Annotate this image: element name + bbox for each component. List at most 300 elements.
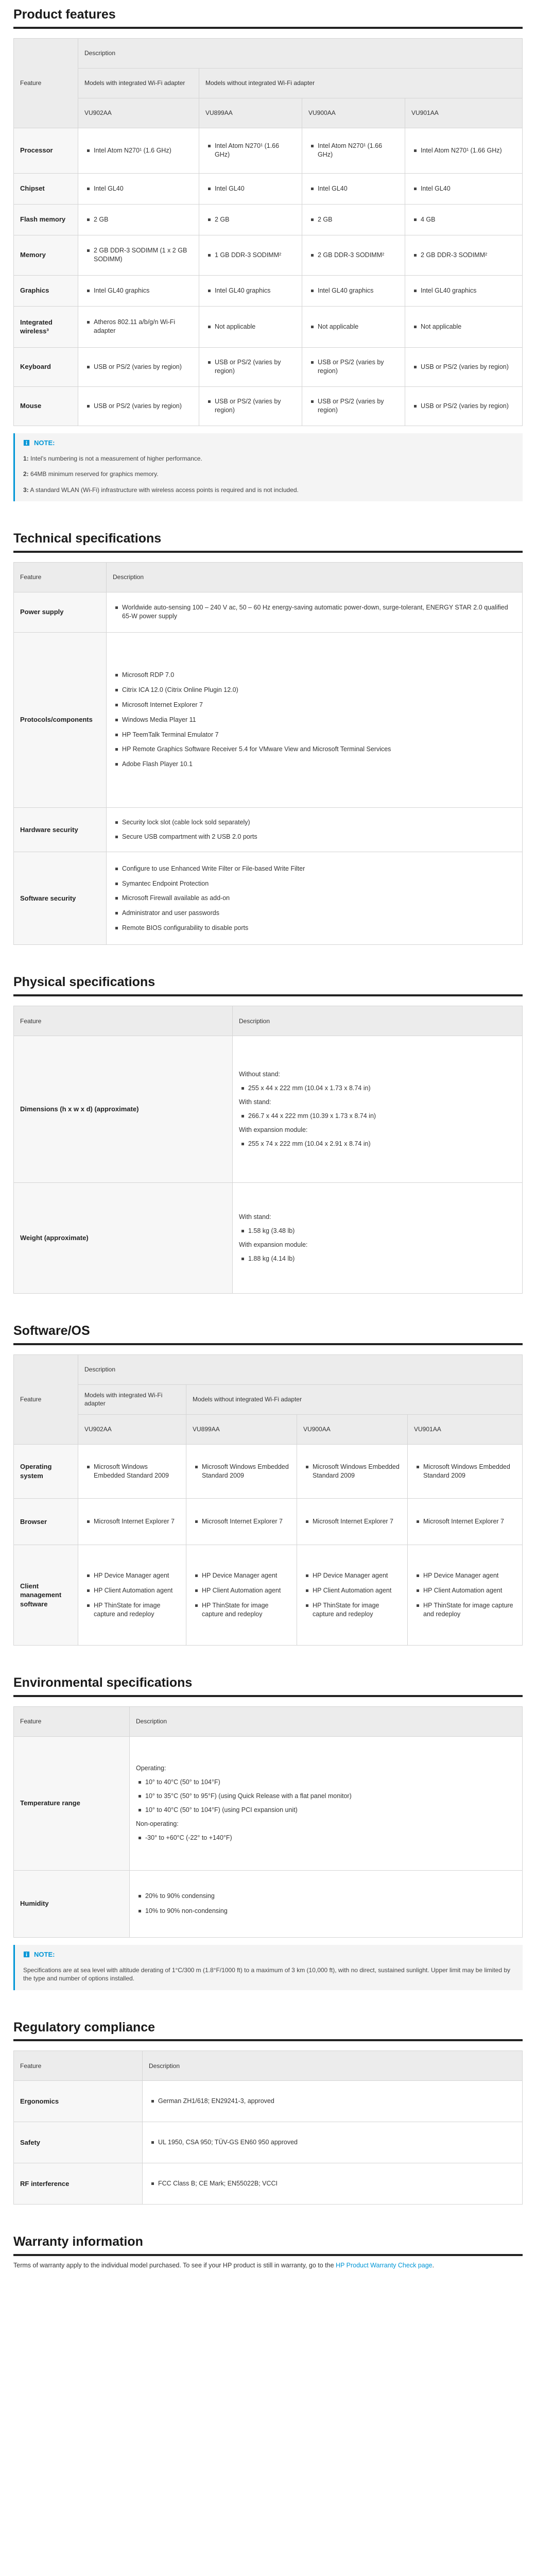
description-header: Description <box>78 38 523 68</box>
bullet-item: 2 GB <box>94 215 193 224</box>
group-label: Operating: <box>136 1765 166 1772</box>
bullet-item: HP Client Automation agent <box>313 1586 401 1595</box>
bullet-item: HP Client Automation agent <box>94 1586 180 1595</box>
bullet-item: HP ThinState for image capture and redeploy <box>313 1601 401 1619</box>
bullet-item: Microsoft Windows Embedded Standard 2009 <box>94 1463 180 1480</box>
group-label: With stand: <box>239 1098 271 1106</box>
table-cell <box>199 275 302 306</box>
bullet-item: 10° to 40°C (50° to 104°F) <box>145 1778 516 1787</box>
bullet-list <box>149 2097 516 2106</box>
bullet-list <box>149 2179 516 2188</box>
row-feature-label: Graphics <box>14 275 78 306</box>
bullet-item: 255 x 74 x 222 mm (10.04 x 2.91 x 8.74 in) <box>248 1140 516 1148</box>
bullet-item: HP Client Automation agent <box>423 1586 516 1595</box>
table-cell <box>233 1036 523 1183</box>
table-row <box>14 128 523 173</box>
bullet-list <box>205 397 296 415</box>
section-title: Software/OS <box>13 1323 523 1345</box>
bullet-item: 20% to 90% condensing <box>145 1892 516 1901</box>
table-cell <box>78 1498 186 1545</box>
bullet-item: HP Device Manager agent <box>423 1571 516 1580</box>
bullet-item: Microsoft Internet Explorer 7 <box>94 1517 180 1526</box>
bullet-item: USB or PS/2 (varies by region) <box>94 402 193 411</box>
bullet-list <box>84 146 193 155</box>
bullet-item: USB or PS/2 (varies by region) <box>421 363 516 371</box>
table-cell <box>186 1498 297 1545</box>
table-row <box>14 275 523 306</box>
note-box <box>13 1945 523 1990</box>
bullet-list <box>414 1463 516 1480</box>
table-cell <box>107 592 523 632</box>
bullet-item: HP Device Manager agent <box>313 1571 401 1580</box>
warranty-section <box>13 2233 523 2270</box>
table-cell <box>405 128 523 173</box>
group-label: With expansion module: <box>239 1241 308 1249</box>
bullet-list <box>411 286 516 295</box>
table-cell <box>233 1183 523 1294</box>
bullet-item: 1.58 kg (3.48 lb) <box>248 1227 516 1235</box>
group-without-header: Models without integrated Wi-Fi adapter <box>186 1384 523 1414</box>
table-cell <box>199 306 302 347</box>
table-cell <box>302 347 405 386</box>
bullet-list <box>193 1571 290 1619</box>
row-feature-label: Operating system <box>14 1444 78 1498</box>
bullet-list <box>84 246 193 264</box>
bullet-list <box>113 865 516 933</box>
bullet-item: Microsoft Internet Explorer 7 <box>313 1517 401 1526</box>
row-feature-label: Software security <box>14 852 107 945</box>
row-feature-label: Ergonomics <box>14 2081 143 2122</box>
section-title: Warranty information <box>13 2233 523 2256</box>
bullet-list <box>205 184 296 193</box>
note-label: NOTE: <box>34 438 55 447</box>
bullet-item: USB or PS/2 (varies by region) <box>215 358 296 376</box>
table-row <box>14 2122 523 2163</box>
bullet-list <box>308 358 399 376</box>
row-feature-label: Browser <box>14 1498 78 1545</box>
bullet-list <box>136 1892 516 1916</box>
bullet-item: 266.7 x 44 x 222 mm (10.39 x 1.73 x 8.74 in) <box>248 1112 516 1121</box>
physical-specifications-section <box>13 974 523 1294</box>
bullet-item: 1 GB DDR-3 SODIMM² <box>215 251 296 260</box>
bullet-list <box>136 1834 516 1842</box>
note-text: Specifications are at sea level with altitude derating of 1°C/300 m (1.8°F/1000 ft) to a maximum of 3 km (10,000 ft), with no direct, sustained sunlight. Upper limit may be limited by the type and number of options installed. <box>23 1967 511 1982</box>
row-feature-label: Temperature range <box>14 1736 130 1870</box>
bullet-item: Microsoft Internet Explorer 7 <box>122 701 516 709</box>
model-header: VU901AA <box>408 1414 523 1444</box>
bullet-item: Intel GL40 graphics <box>215 286 296 295</box>
warranty-text: Terms of warranty apply to the individual model purchased. To see if your HP product is still in warranty, go to the HP Product Warranty Check page. <box>13 2262 435 2269</box>
model-header: VU900AA <box>302 98 405 128</box>
bullet-item: HP Remote Graphics Software Receiver 5.4 for VMware View and Microsoft Terminal Services <box>122 745 516 754</box>
table-cell <box>78 275 199 306</box>
table-cell <box>78 235 199 275</box>
group-label: Non-operating: <box>136 1820 179 1827</box>
table-cell <box>408 1498 523 1545</box>
physical-specifications-table <box>13 1006 523 1294</box>
table-cell <box>297 1545 408 1645</box>
group-label: With stand: <box>239 1213 271 1221</box>
row-feature-label: Hardware security <box>14 807 107 852</box>
table-cell <box>302 204 405 235</box>
model-header: VU899AA <box>199 98 302 128</box>
table-cell <box>78 128 199 173</box>
bullet-list <box>308 215 399 224</box>
bullet-item: Remote BIOS configurability to disable ports <box>122 924 516 933</box>
table-row <box>14 235 523 275</box>
bullet-list <box>205 142 296 159</box>
bullet-item: 4 GB <box>421 215 516 224</box>
bullet-list <box>84 1517 180 1526</box>
table-cell <box>78 347 199 386</box>
row-feature-label: Client management software <box>14 1545 78 1645</box>
bullet-list <box>193 1517 290 1526</box>
model-header: VU900AA <box>297 1414 408 1444</box>
row-feature-label: RF interference <box>14 2163 143 2205</box>
feature-header: Feature <box>14 562 107 592</box>
bullet-list <box>113 818 516 842</box>
table-row <box>14 1036 523 1183</box>
bullet-item: Intel GL40 graphics <box>318 286 399 295</box>
bullet-list <box>84 1571 180 1619</box>
bullet-list <box>411 402 516 411</box>
model-header: VU902AA <box>78 1414 186 1444</box>
group-label: Without stand: <box>239 1071 280 1078</box>
bullet-item: HP Client Automation agent <box>202 1586 290 1595</box>
bullet-item: Intel GL40 graphics <box>421 286 516 295</box>
bullet-list <box>84 286 193 295</box>
bullet-list <box>411 146 516 155</box>
bullet-list <box>308 323 399 331</box>
bullet-item: Configure to use Enhanced Write Filter or File-based Write Filter <box>122 865 516 873</box>
bullet-item: Administrator and user passwords <box>122 909 516 918</box>
table-cell <box>405 235 523 275</box>
model-header: VU899AA <box>186 1414 297 1444</box>
bullet-item: Microsoft Internet Explorer 7 <box>423 1517 516 1526</box>
bullet-item: USB or PS/2 (varies by region) <box>94 363 193 371</box>
row-feature-label: Processor <box>14 128 78 173</box>
table-row <box>14 204 523 235</box>
bullet-item: USB or PS/2 (varies by region) <box>215 397 296 415</box>
bullet-item: HP Device Manager agent <box>94 1571 180 1580</box>
bullet-item: Windows Media Player 11 <box>122 716 516 724</box>
table-cell <box>78 386 199 426</box>
bullet-list <box>308 251 399 260</box>
bullet-item: 1.88 kg (4.14 lb) <box>248 1255 516 1263</box>
table-cell <box>143 2163 523 2205</box>
row-feature-label: Integrated wireless³ <box>14 306 78 347</box>
bullet-item: Atheros 802.11 a/b/g/n Wi-Fi adapter <box>94 318 193 335</box>
table-row <box>14 592 523 632</box>
bullet-list <box>193 1463 290 1480</box>
bullet-item: Symantec Endpoint Protection <box>122 879 516 888</box>
bullet-list <box>149 2138 516 2147</box>
environmental-specifications-table <box>13 1706 523 1938</box>
bullet-list <box>113 671 516 769</box>
bullet-item: 2 GB <box>318 215 399 224</box>
table-row <box>14 632 523 807</box>
note-item: 3: A standard WLAN (Wi-Fi) infrastructure with wireless access points is required and is not included. <box>23 486 299 494</box>
bullet-item: USB or PS/2 (varies by region) <box>318 358 399 376</box>
bullet-list <box>308 184 399 193</box>
description-header: Description <box>107 562 523 592</box>
technical-specifications-table <box>13 562 523 945</box>
bullet-list <box>308 286 399 295</box>
table-cell <box>302 173 405 204</box>
table-row <box>14 386 523 426</box>
bullet-list <box>84 318 193 335</box>
table-cell <box>297 1444 408 1498</box>
table-cell <box>405 204 523 235</box>
bullet-item: HP Device Manager agent <box>202 1571 290 1580</box>
table-cell <box>199 386 302 426</box>
bullet-item: Intel GL40 <box>421 184 516 193</box>
bullet-item: USB or PS/2 (varies by region) <box>318 397 399 415</box>
bullet-list <box>411 184 516 193</box>
bullet-list <box>205 251 296 260</box>
group-label: With expansion module: <box>239 1126 308 1133</box>
table-cell <box>143 2081 523 2122</box>
table-cell <box>408 1444 523 1498</box>
table-cell <box>405 275 523 306</box>
table-cell <box>78 1444 186 1498</box>
bullet-list <box>411 363 516 371</box>
bullet-item: Intel Atom N270¹ (1.6 GHz) <box>94 146 193 155</box>
row-feature-label: Safety <box>14 2122 143 2163</box>
feature-header: Feature <box>14 1354 78 1444</box>
bullet-list <box>84 363 193 371</box>
table-cell <box>199 128 302 173</box>
bullet-item: Intel Atom N270¹ (1.66 GHz) <box>318 142 399 159</box>
table-row <box>14 173 523 204</box>
table-cell <box>302 306 405 347</box>
bullet-item: FCC Class B; CE Mark; EN55022B; VCCI <box>158 2179 516 2188</box>
bullet-list <box>411 323 516 331</box>
table-cell <box>186 1545 297 1645</box>
feature-header: Feature <box>14 38 78 128</box>
bullet-list <box>205 323 296 331</box>
row-feature-label: Weight (approximate) <box>14 1183 233 1294</box>
bullet-list <box>303 1571 401 1619</box>
bullet-list <box>239 1255 516 1263</box>
group-without-header: Models without integrated Wi-Fi adapter <box>199 68 523 98</box>
bullet-list <box>136 1778 516 1815</box>
product-features-section <box>13 6 523 501</box>
bullet-item: HP ThinState for image capture and redeploy <box>94 1601 180 1619</box>
bullet-item: HP ThinState for image capture and redeploy <box>202 1601 290 1619</box>
bullet-list <box>308 397 399 415</box>
table-cell <box>405 347 523 386</box>
table-cell <box>78 1545 186 1645</box>
product-features-table <box>13 38 523 426</box>
table-cell <box>143 2122 523 2163</box>
table-cell <box>130 1736 523 1870</box>
table-cell <box>78 306 199 347</box>
row-feature-label: Humidity <box>14 1870 130 1937</box>
row-feature-label: Power supply <box>14 592 107 632</box>
bullet-list <box>308 142 399 159</box>
bullet-list <box>411 215 516 224</box>
bullet-list <box>414 1517 516 1526</box>
model-header: VU902AA <box>78 98 199 128</box>
table-cell <box>405 386 523 426</box>
table-cell <box>199 204 302 235</box>
environmental-specifications-section <box>13 1674 523 1990</box>
row-feature-label: Flash memory <box>14 204 78 235</box>
bullet-item: HP TeemTalk Terminal Emulator 7 <box>122 731 516 739</box>
bullet-list <box>84 184 193 193</box>
section-title: Regulatory compliance <box>13 2019 523 2042</box>
feature-header: Feature <box>14 2051 143 2081</box>
bullet-list <box>113 603 516 621</box>
row-feature-label: Keyboard <box>14 347 78 386</box>
description-header: Description <box>78 1354 523 1384</box>
section-title: Technical specifications <box>13 530 523 553</box>
table-row <box>14 807 523 852</box>
bullet-item: -30° to +60°C (-22° to +140°F) <box>145 1834 516 1842</box>
bullet-item: Not applicable <box>318 323 399 331</box>
bullet-item: 10° to 35°C (50° to 95°F) (using Quick Release with a flat panel monitor) <box>145 1792 516 1801</box>
bullet-item: Security lock slot (cable lock sold separately) <box>122 818 516 827</box>
note-item: 2: 64MB minimum reserved for graphics memory. <box>23 470 159 478</box>
bullet-item: Microsoft Windows Embedded Standard 2009 <box>313 1463 401 1480</box>
bullet-item: 2 GB DDR-3 SODIMM (1 x 2 GB SODIMM) <box>94 246 193 264</box>
section-title: Product features <box>13 6 523 29</box>
note-header <box>23 438 514 448</box>
description-header: Description <box>130 1706 523 1736</box>
note-icon <box>23 439 30 446</box>
bullet-list <box>205 286 296 295</box>
bullet-list <box>205 358 296 376</box>
table-cell <box>78 173 199 204</box>
bullet-item: Intel GL40 <box>94 184 193 193</box>
bullet-item: UL 1950, CSA 950; TÜV-GS EN60 950 approved <box>158 2138 516 2147</box>
note-box <box>13 433 523 501</box>
bullet-item: Secure USB compartment with 2 USB 2.0 ports <box>122 833 516 841</box>
note-icon <box>23 1951 30 1958</box>
bullet-list <box>84 402 193 411</box>
bullet-item: 2 GB DDR-3 SODIMM² <box>318 251 399 260</box>
table-row <box>14 1870 523 1937</box>
feature-header: Feature <box>14 1706 130 1736</box>
table-row <box>14 2081 523 2122</box>
bullet-item: Microsoft Windows Embedded Standard 2009 <box>423 1463 516 1480</box>
table-cell <box>405 173 523 204</box>
regulatory-compliance-section <box>13 2019 523 2205</box>
description-header: Description <box>233 1006 523 1036</box>
bullet-item: German ZH1/618; EN29241-3, approved <box>158 2097 516 2106</box>
table-cell <box>107 632 523 807</box>
table-row <box>14 1498 523 1545</box>
bullet-item: Adobe Flash Player 10.1 <box>122 760 516 769</box>
bullet-item: Intel Atom N270¹ (1.66 GHz) <box>421 146 516 155</box>
bullet-item: Intel GL40 graphics <box>94 286 193 295</box>
software-os-table <box>13 1354 523 1646</box>
bullet-list <box>303 1517 401 1526</box>
table-row <box>14 1736 523 1870</box>
bullet-item: Intel GL40 <box>318 184 399 193</box>
description-header: Description <box>143 2051 523 2081</box>
bullet-list <box>205 215 296 224</box>
warranty-check-link[interactable]: HP Product Warranty Check page <box>336 2262 433 2269</box>
table-row <box>14 2163 523 2205</box>
bullet-list <box>84 215 193 224</box>
section-title: Physical specifications <box>13 974 523 996</box>
bullet-item: Microsoft Internet Explorer 7 <box>202 1517 290 1526</box>
table-row <box>14 1183 523 1294</box>
bullet-item: Not applicable <box>215 323 296 331</box>
row-feature-label: Chipset <box>14 173 78 204</box>
feature-header: Feature <box>14 1006 233 1036</box>
table-cell <box>302 275 405 306</box>
table-row <box>14 1444 523 1498</box>
table-row <box>14 306 523 347</box>
bullet-item: Microsoft Windows Embedded Standard 2009 <box>202 1463 290 1480</box>
table-cell <box>107 852 523 945</box>
table-cell <box>199 173 302 204</box>
bullet-item: 255 x 44 x 222 mm (10.04 x 1.73 x 8.74 in) <box>248 1084 516 1093</box>
bullet-list <box>303 1463 401 1480</box>
bullet-item: USB or PS/2 (varies by region) <box>421 402 516 411</box>
bullet-list <box>239 1112 516 1121</box>
bullet-item: Citrix ICA 12.0 (Citrix Online Plugin 12.0) <box>122 686 516 694</box>
bullet-list <box>239 1140 516 1148</box>
table-row <box>14 852 523 945</box>
table-cell <box>297 1498 408 1545</box>
table-cell <box>186 1444 297 1498</box>
table-cell <box>302 386 405 426</box>
note-label: NOTE: <box>34 1950 55 1958</box>
table-cell <box>107 807 523 852</box>
group-integrated-header: Models with integrated Wi-Fi adapter <box>78 1384 186 1414</box>
model-header: VU901AA <box>405 98 523 128</box>
table-cell <box>130 1870 523 1937</box>
software-os-section <box>13 1323 523 1646</box>
bullet-item: Microsoft Firewall available as add-on <box>122 894 516 903</box>
bullet-item: 2 GB <box>215 215 296 224</box>
bullet-item: 10% to 90% non-condensing <box>145 1907 516 1916</box>
regulatory-compliance-table <box>13 2050 523 2205</box>
table-cell <box>302 235 405 275</box>
bullet-item: 10° to 40°C (50° to 104°F) (using PCI expansion unit) <box>145 1806 516 1815</box>
table-cell <box>405 306 523 347</box>
row-feature-label: Mouse <box>14 386 78 426</box>
bullet-item: Worldwide auto-sensing 100 – 240 V ac, 50 – 60 Hz energy-saving automatic power-down, surge-tolerant, ENERGY STAR 2.0 qualified 65-W power supply <box>122 603 516 621</box>
table-row <box>14 1545 523 1645</box>
row-feature-label: Protocols/components <box>14 632 107 807</box>
section-title: Environmental specifications <box>13 1674 523 1697</box>
bullet-list <box>411 251 516 260</box>
bullet-item: Intel GL40 <box>215 184 296 193</box>
row-feature-label: Dimensions (h x w x d) (approximate) <box>14 1036 233 1183</box>
technical-specifications-section <box>13 530 523 945</box>
table-cell <box>408 1545 523 1645</box>
bullet-item: Intel Atom N270¹ (1.66 GHz) <box>215 142 296 159</box>
note-item: 1: Intel's numbering is not a measurement of higher performance. <box>23 455 202 463</box>
row-feature-label: Memory <box>14 235 78 275</box>
bullet-list <box>239 1084 516 1093</box>
table-cell <box>199 235 302 275</box>
bullet-item: 2 GB DDR-3 SODIMM² <box>421 251 516 260</box>
bullet-item: Microsoft RDP 7.0 <box>122 671 516 680</box>
bullet-item: HP ThinState for image capture and redeploy <box>423 1601 516 1619</box>
group-integrated-header: Models with integrated Wi-Fi adapter <box>78 68 199 98</box>
note-header <box>23 1950 514 1959</box>
table-row <box>14 347 523 386</box>
table-cell <box>78 204 199 235</box>
table-cell <box>199 347 302 386</box>
bullet-list <box>414 1571 516 1619</box>
